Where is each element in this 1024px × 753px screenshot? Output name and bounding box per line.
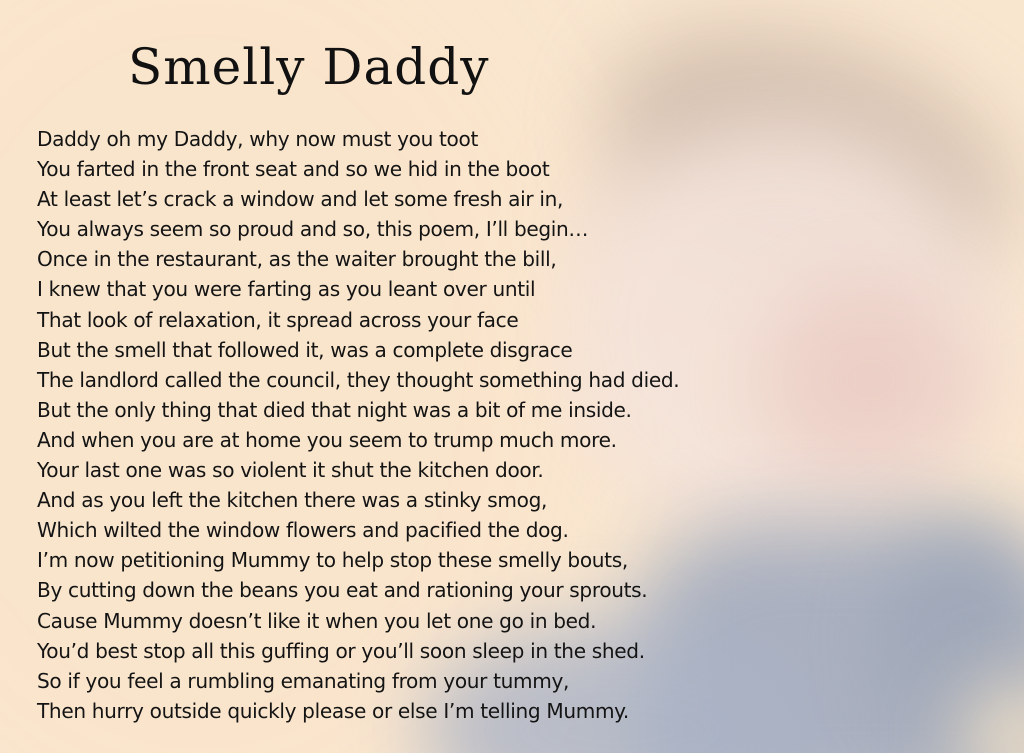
poem-body <box>37 124 692 726</box>
poem-line: I knew that you were farting as you leant over until <box>37 277 536 302</box>
poem-line: So if you feel a rumbling emanating from your tummy, <box>37 668 570 693</box>
poem-line: And as you left the kitchen there was a stinky smog, <box>37 488 548 513</box>
poem-title: Smelly Daddy <box>128 38 490 96</box>
poem-line: You farted in the front seat and so we hid in the boot <box>37 157 550 182</box>
poem-line: Once in the restaurant, as the waiter brought the bill, <box>37 247 557 272</box>
poem-line: But the smell that followed it, was a complete disgrace <box>37 337 573 362</box>
poem-line: And when you are at home you seem to trump much more. <box>37 427 617 452</box>
poem-line: You’d best stop all this guffing or you’ll soon sleep in the shed. <box>37 638 645 663</box>
poem-line: You always seem so proud and so, this poem, I’ll begin… <box>37 217 589 242</box>
poem-line: The landlord called the council, they thought something had died. <box>37 367 680 392</box>
poem-line: At least let’s crack a window and let some fresh air in, <box>37 187 564 212</box>
poem-line: Cause Mummy doesn’t like it when you let one go in bed. <box>37 608 597 633</box>
poem-line: Which wilted the window flowers and pacified the dog. <box>37 518 569 543</box>
poem-line: That look of relaxation, it spread across your face <box>37 307 519 332</box>
poem-line: Your last one was so violent it shut the kitchen door. <box>37 458 544 483</box>
poem-line: By cutting down the beans you eat and rationing your sprouts. <box>37 578 648 603</box>
poem-line: Daddy oh my Daddy, why now must you toot <box>37 127 478 151</box>
poem-line: I’m now petitioning Mummy to help stop these smelly bouts, <box>37 548 628 573</box>
poem-line: But the only thing that died that night was a bit of me inside. <box>37 397 632 422</box>
poem-line: Then hurry outside quickly please or else I’m telling Mummy. <box>37 698 629 723</box>
